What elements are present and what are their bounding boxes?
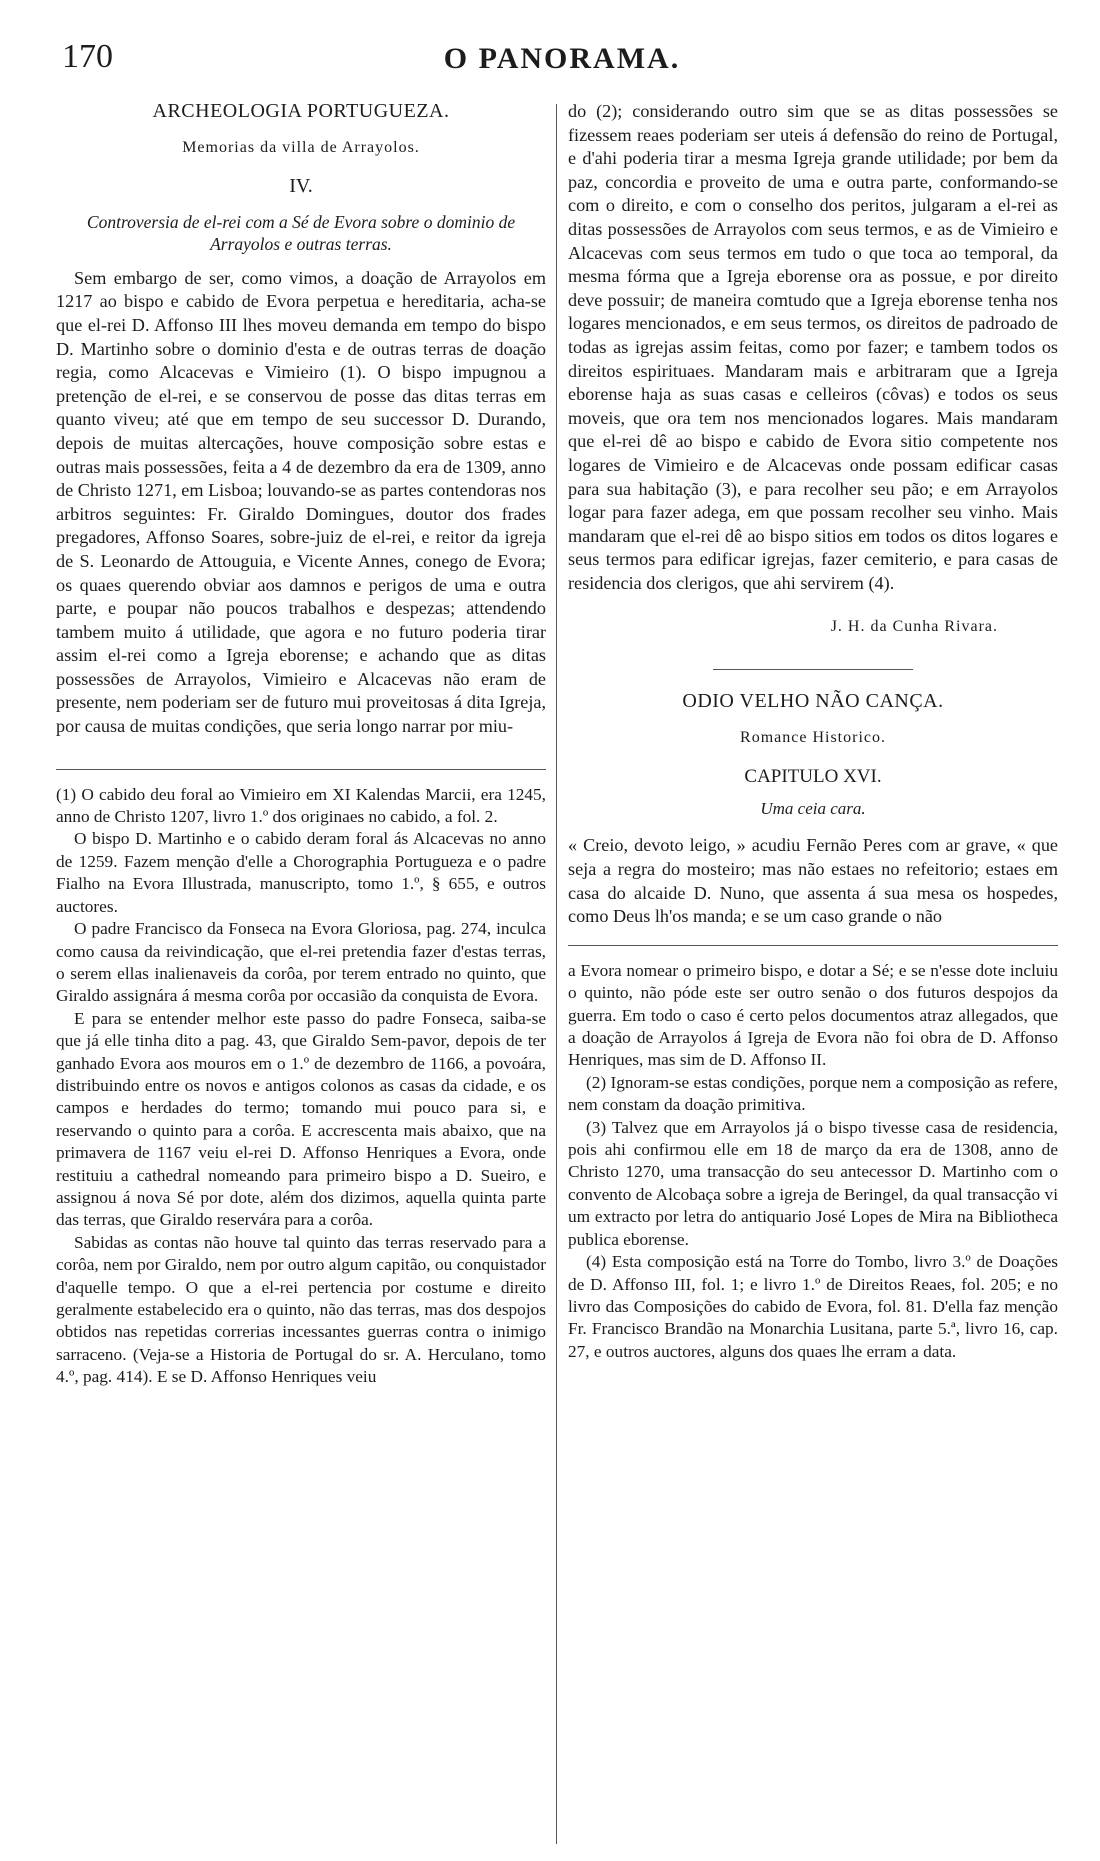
romance-body: « Creio, devoto leigo, » acudiu Fernão Peres com ar grave, « que seja a regra do mosteiro; mas não estaes no refeitorio; estaes em casa do alcaide D. Nuno, que assenta á sua mesa os hospedes, como Deus lh'os manda; e se um caso grande o não: [568, 835, 1058, 927]
footnote: (3) Talvez que em Arrayolos já o bispo tivesse casa de residencia, pois ahi confirmou elle em 18 de março da era de 1308, anno de Christo 1270, uma transacção do seu antecessor D. Martinho com o convento de Alcobaça sobre a igreja de Beringel, da qual transacção vi um extracto por letra do antiquario José Lopes de Mira na Bibliotheca publica eborense.: [568, 1117, 1058, 1249]
romance-subtitle: Romance Historico.: [740, 728, 886, 746]
running-head: [62, 38, 1062, 78]
footnotes-left: [56, 769, 546, 1389]
footnote: O bispo D. Martinho e o cabido deram foral ás Alcacevas no anno de 1259. Fazem menção d'elle a Chorographia Portugueza e o padre Fialho na Evora Illustrada, manuscripto, tomo 1.º, § 655, e outros auctores.: [56, 829, 546, 916]
footnote: a Evora nomear o primeiro bispo, e dotar a Sé; e se n'esse dote incluiu o quinto, não póde este ser outro senão o dos futuros despojos da guerra. Em todo o caso é certo pelos documentos atraz allegados, que a doação de Arrayolos á Igreja de Evora não foi obra de D. Affonso Henriques, mas sim de D. Affonso II.: [568, 960, 1058, 1070]
footnote: (1) O cabido deu foral ao Vimieiro em XI Kalendas Marcii, era 1245, anno de Christo 1207, livro 1.º dos originaes no cabido, a fol. 2.: [56, 784, 546, 827]
footnote: (2) Ignoram-se estas condições, porque nem a composição as refere, nem constam da doação primitiva.: [568, 1072, 1058, 1115]
footnote: O padre Francisco da Fonseca na Evora Gloriosa, pag. 274, inculca como causa da reivindicação, que el-rei pretendia fazer d'estas terras, o serem ellas inalienaveis da corôa, por terem entrado no quinto, que Giraldo assignára á mesma corôa por occasião da conquista de Evora.: [56, 919, 546, 1006]
footnotes-right: [568, 945, 1058, 1363]
article-signature: J. H. da Cunha Rivara.: [830, 618, 998, 636]
footnote: E para se entender melhor este passo do padre Fonseca, saiba-se que já elle tinha dito a pag. 43, que Giraldo Sem-pavor, depois de ter ganhado Evora aos mouros em o 1.º de dezembro de 1166, a povoára, distribuindo entre os novos e antigos colonos as casas da cidade, e os campos e herdades do termo; tomando mui pouco para si, e reservando o quinto para a corôa. E accrescenta mais abaixo, que na primavera de 1167 veiu el-rei D. Affonso Henriques a Evora, onde restituiu a cathedral nomeando para primeiro bispo a D. Sueiro, e assignou á nova Sé por dote, além dos dizimos, aquella quinta parte das terras, que Giraldo reservára para a corôa.: [56, 1008, 546, 1230]
chapter-subtitle: Uma ceia cara.: [760, 798, 866, 818]
article-caption: Controversia de el-rei com a Sé de Evora sobre o dominio de Arrayolos e outras terras.: [86, 211, 516, 254]
journal-title: O PANORAMA.: [443, 42, 681, 75]
footnote: Sabidas as contas não houve tal quinto das terras reservado para a corôa, nem por Giraldo, nem por outro algum capitão, ou conquistador d'aquelle tempo. O que a el-rei pertencia por costume e direito geralmente estabelecido era o quinto, não das terras, mas dos despojos obtidos nas repetidas correrias incessantes guerras contra o inimigo sarraceno. (Veja-se a Historia de Portugal do sr. A. Herculano, tomo 4.º, pag. 414). E se D. Affonso Henriques veiu: [56, 1232, 546, 1387]
romance-title: ODIO VELHO NÃO CANÇA.: [682, 690, 944, 713]
article-title: ARCHEOLOGIA PORTUGUEZA.: [152, 100, 450, 122]
article-body-right: do (2); considerando outro sim que se as ditas possessões se fizessem reaes poderiam ser uteis á defensão do reino de Portugal, e d'ahi poderia tirar a mesma Igreja grande utilidade; por bem da paz, concordia e proveito de uma e outra parte, conformando-se com o direito, e com o conselho dos peritos, julgaram a el-rei as ditas possessões de Arrayolos com seus termos, e as de Vimieiro e Alcacevas com seus termos em tudo o que toca ao temporal, da mesma fórma que a Igreja eborense ora as possue, e por direito deve possuir; de maneira comtudo que a Igreja eborense tenha nos logares mencionados, e em seus termos, os direitos de padroado de todas as igrejas assim feitas, como por fazer; e tambem todos os direitos espirituaes. Mandaram mais e arbitraram que a Igreja eborense haja as suas casas e celleiros (côvas) e todos os seus moveis, que ora tem nos mencionados logares. Mais mandaram que el-rei dê ao bispo e cabido de Evora sitio competente nos logares de Vimieiro e de Alcacevas onde possam edificar casas para sua habitação (3), e para recolher seu pão; e em Arrayolos logar para fazer adega, em que possam recolher seu vinho. Mais mandaram que el-rei dê ao bispo sitios em todos os ditos logares e seus termos para edificar igrejas, fazer cemiterio, e para casas de residencia dos clerigos, que ahi servirem (4).: [568, 101, 1058, 593]
footnote: (4) Esta composição está na Torre do Tombo, livro 3.º de Doações de D. Affonso III, fol. 1; e livro 1.º de Direitos Reaes, fol. 205; e no livro das Composições do cabido de Evora, fol. 81. D'ella faz menção Fr. Francisco Brandão na Monarchia Lusitana, parte 5.ª, livro 16, cap. 27, e outros auctores, alguns dos quaes lhe erram a data.: [568, 1252, 1058, 1361]
article-subtitle: Memorias da villa de Arrayolos.: [182, 138, 420, 156]
column-divider: [556, 104, 557, 1844]
part-number: IV.: [289, 175, 313, 198]
page-number: 170: [62, 38, 113, 75]
left-column: [56, 100, 546, 1389]
article-body-left: Sem embargo de ser, como vimos, a doação de Arrayolos em 1217 ao bispo e cabido de Evora perpetua e hereditaria, acha-se que el-rei D. Affonso III lhes moveu demanda em tempo do bispo D. Martinho sobre o dominio d'esta e de outras terras de doação regia, como Alcacevas e Vimieiro (1). O bispo impugnou a pretenção de el-rei, e se conservou de posse das ditas terras em quanto viveu; até que em tempo de seu successor D. Durando, depois de muitas altercações, houve composição sobre estas e outras mais possessões, feita a 4 de dezembro da era de 1309, anno de Christo 1271, em Lisboa; louvando-se as partes contendoras nos arbitros seguintes: Fr. Giraldo Domingues, doutor dos frades pregadores, Affonso Soares, sobre-juiz de el-rei, e reitor da igreja de S. Leonardo de Attouguia, e Vicente Annes, conego de Evora; os quaes querendo obviar aos damnos e perigos de uma e outra parte, e poupar não poucos trabalhos e despezas; attendendo tambem muito á utilidade, que agora e no futuro poderia tirar assim el-rei como a Igreja eborense; e achando que as ditas possessões de Arrayolos, Vimieiro e Alcacevas não eram de presente, nem poderiam ser de futuro mui proveitosas á dita Igreja, por causa de muitas condições, que seria longo narrar por miu-: [56, 267, 546, 737]
section-separator: [713, 669, 913, 670]
chapter-title: CAPITULO XVI.: [744, 766, 882, 788]
right-column: [568, 100, 1058, 1363]
